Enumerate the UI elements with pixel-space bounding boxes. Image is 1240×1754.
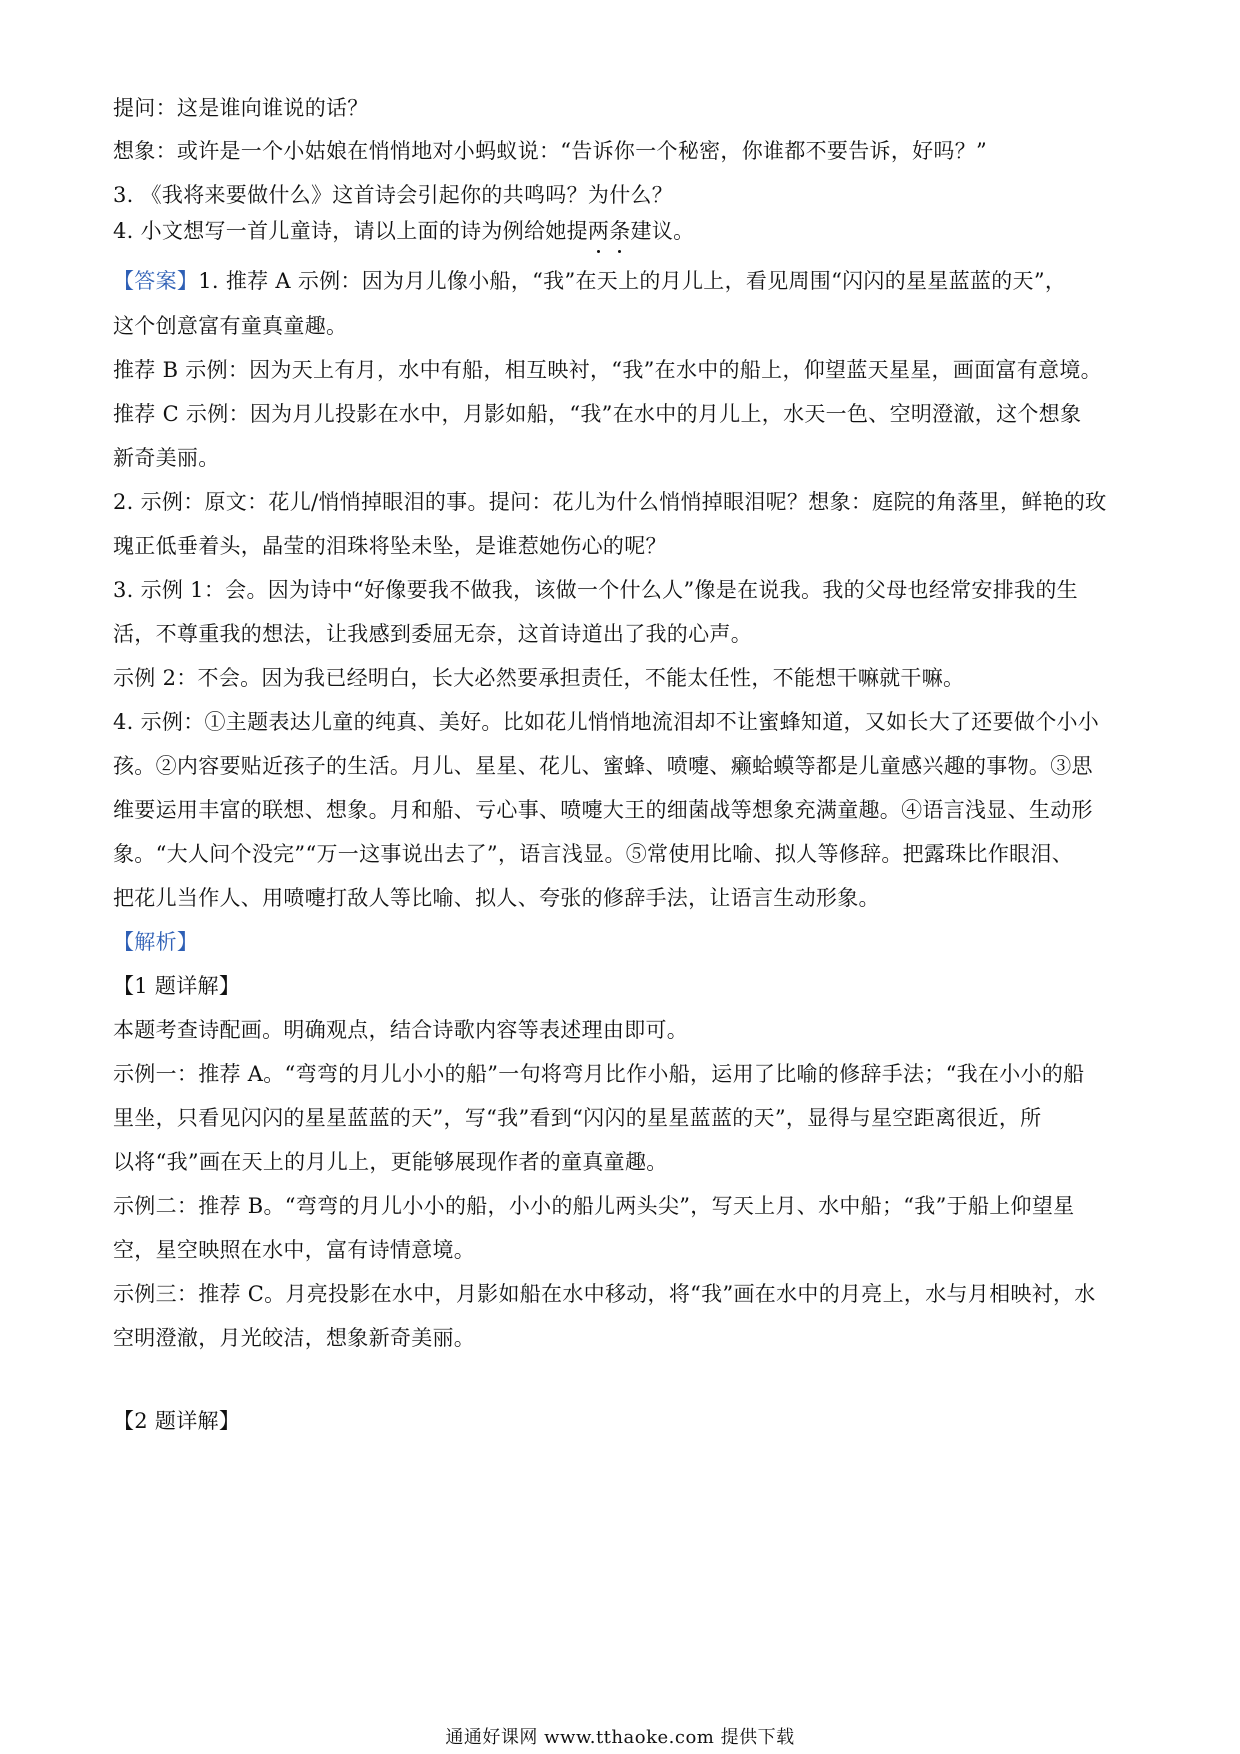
- detail-heading-1: 【1 题详解】: [113, 974, 241, 998]
- question-4-end: 建议。: [630, 219, 695, 243]
- analysis-line-8: 空明澄澈，月光皎洁，想象新奇美丽。: [113, 1326, 476, 1350]
- answer-line-14: 象。“大人问个没完”“万一这事说出去了”，语言浅显。⑤常使用比喻、拟人等修辞。把露珠比作眼泪、: [113, 842, 1074, 866]
- question-4-text: 4. 小文想写一首儿童诗，请以上面的诗为例给她提: [113, 219, 588, 243]
- question-4: [113, 216, 1133, 246]
- analysis-line-1: 本题考查诗配画。明确观点，结合诗歌内容等表述理由即可。: [113, 1018, 689, 1042]
- answer-line-10: 示例 2：不会。因为我已经明白，长大必然要承担责任，不能太任性，不能想干嘛就干嘛。: [113, 666, 965, 690]
- answer-line-8: 3. 示例 1：会。因为诗中“好像要我不做我，该做一个什么人”像是在说我。我的父母也经常安排我的生: [113, 578, 1078, 602]
- answer-line-2: 这个创意富有童真童趣。: [113, 314, 348, 338]
- answer-line-11: 4. 示例：①主题表达儿童的纯真、美好。比如花儿悄悄地流泪却不让蜜蜂知道，又如长大了还要做个小小: [113, 710, 1100, 734]
- answer-line-3: 推荐 B 示例：因为天上有月，水中有船，相互映衬，“我”在水中的船上，仰望蓝天星星，画面富有意境。: [113, 358, 1102, 382]
- answer-line-15: 把花儿当作人、用喷嚏打敌人等比喻、拟人、夸张的修辞手法，让语言生动形象。: [113, 886, 880, 910]
- emphasis-dotted-text: 两条: [588, 219, 631, 243]
- answer-line-9: 活，不尊重我的想法，让我感到委屈无奈，这首诗道出了我的心声。: [113, 622, 752, 646]
- page-footer: 通通好课网 www.tthaoke.com 提供下载: [445, 1727, 795, 1748]
- answer-line-7: 瑰正低垂着头，晶莹的泪珠将坠未坠，是谁惹她伤心的呢？: [113, 534, 667, 558]
- answer-line-6: 2. 示例：原文：花儿/悄悄掉眼泪的事。提问：花儿为什么悄悄掉眼泪呢？想象：庭院的角落里，鲜艳的玫: [113, 490, 1107, 514]
- analysis-line-2: 示例一：推荐 A。“弯弯的月儿小小的船”一句将弯月比作小船，运用了比喻的修辞手法；“我在小小的船: [113, 1062, 1085, 1086]
- analysis-line-4: 以将“我”画在天上的月儿上，更能够展现作者的童真童趣。: [113, 1150, 668, 1174]
- answer-line-4: 推荐 C 示例：因为月儿投影在水中，月影如船，“我”在水中的月儿上，水天一色、空明澄澈，这个想象: [113, 402, 1082, 426]
- imagination-line: 想象：或许是一个小姑娘在悄悄地对小蚂蚁说：“告诉你一个秘密，你谁都不要告诉，好吗？”: [113, 139, 988, 163]
- question-prompt-line: 提问：这是谁向谁说的话？: [113, 96, 369, 120]
- analysis-line-3: 里坐，只看见闪闪的星星蓝蓝的天”，写“我”看到“闪闪的星星蓝蓝的天”，显得与星空距离很近，所: [113, 1106, 1042, 1130]
- question-3: 3. 《我将来要做什么》这首诗会引起你的共鸣吗？为什么？: [113, 183, 674, 207]
- answer-tag: 【答案】: [113, 269, 199, 293]
- analysis-line-6: 空，星空映照在水中，富有诗情意境。: [113, 1238, 476, 1262]
- answer-line-12: 孩。②内容要贴近孩子的生活。月儿、星星、花儿、蜜蜂、喷嚏、癞蛤蟆等都是儿童感兴趣的事物。③思: [113, 754, 1093, 778]
- analysis-line-5: 示例二：推荐 B。“弯弯的月儿小小的船，小小的船儿两头尖”，写天上月、水中船；“我”于船上仰望星: [113, 1194, 1075, 1218]
- detail-heading-2: 【2 题详解】: [113, 1409, 241, 1433]
- answer-line-13: 维要运用丰富的联想、想象。月和船、亏心事、喷嚏大王的细菌战等想象充满童趣。④语言浅显、生动形: [113, 798, 1093, 822]
- answer-line-1: 【答案】1. 推荐 A 示例：因为月儿像小船，“我”在天上的月儿上，看见周围“闪闪的星星蓝蓝的天”，: [113, 269, 1067, 293]
- analysis-tag: 【解析】: [113, 930, 199, 954]
- answer-line-5: 新奇美丽。: [113, 446, 220, 470]
- analysis-line-7: 示例三：推荐 C。月亮投影在水中，月影如船在水中移动，将“我”画在水中的月亮上，水与月相映衬，水: [113, 1282, 1096, 1306]
